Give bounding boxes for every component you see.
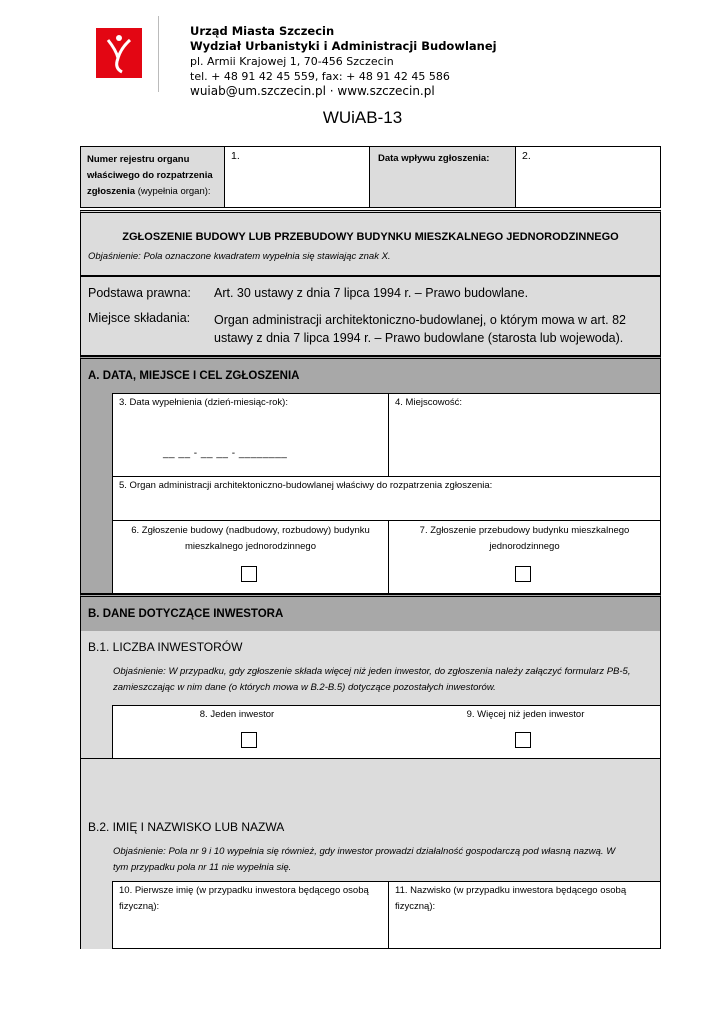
registry-number-field[interactable] xyxy=(224,146,370,208)
place-label: Miejsce składania: xyxy=(88,311,191,325)
field-7-label-line-2: jednorodzinnego xyxy=(489,541,560,552)
header-block xyxy=(190,24,497,99)
field-7-reconstruction xyxy=(388,520,661,594)
basis-text: Art. 30 ustawy z dnia 7 lipca 1994 r. – Prawo budowlane. xyxy=(214,286,529,300)
office-name: Urząd Miasta Szczecin xyxy=(190,24,335,38)
legal-basis-block xyxy=(80,276,661,356)
b1-header xyxy=(80,631,661,706)
field-10-label-line-2: fizyczną): xyxy=(119,901,160,912)
field-8-checkbox[interactable] xyxy=(241,732,257,748)
field-6-label xyxy=(113,523,388,555)
field-2-number: 2. xyxy=(522,150,531,162)
field-3-fill-date[interactable] xyxy=(112,393,389,477)
field-5-authority[interactable] xyxy=(112,476,661,521)
field-10-label-line-1: 10. Pierwsze imię (w przypadku inwestora będącego osobą xyxy=(119,885,369,896)
b1-title: B.1. LICZBA INWESTORÓW xyxy=(88,640,243,654)
b2-note xyxy=(113,844,615,876)
field-9-checkbox[interactable] xyxy=(515,732,531,748)
web-contact: wuiab@um.szczecin.pl · www.szczecin.pl xyxy=(190,84,435,98)
place-text-line-1: Organ administracji architektoniczno-budowlanej, o którym mowa w art. 82 xyxy=(214,313,626,327)
field-8-label: 8. Jeden inwestor xyxy=(199,709,275,720)
field-11-label-line-1: 11. Nazwisko (w przypadku inwestora będącego osobą xyxy=(395,885,627,896)
field-11-label xyxy=(395,883,626,915)
b2-note-line-1: Objaśnienie: Pola nr 9 i 10 wypełnia się również, gdy inwestor prowadzi działalność gospodarczą pod własną nazwą. W xyxy=(113,846,616,857)
field-10-first-name[interactable] xyxy=(112,881,389,949)
city-logo xyxy=(96,28,142,78)
place-text xyxy=(214,311,626,347)
registry-label: Numer rejestru organu właściwego do rozpatrzenia zgłoszenia xyxy=(87,154,213,197)
b1-investor-count xyxy=(112,705,661,759)
field-3-label: 3. Data wypełnienia (dzień-miesiąc-rok): xyxy=(119,397,288,408)
date-mask: __ __ - __ __ - ________ xyxy=(163,448,288,459)
section-a-title: A. DATA, MIEJSCE I CEL ZGŁOSZENIA xyxy=(88,370,300,382)
place-text-line-2: ustawy z dnia 7 lipca 1994 r. – Prawo budowlane (starosta lub wojewoda). xyxy=(214,331,624,345)
address: pl. Armii Krajowej 1, 70-456 Szczecin xyxy=(190,55,394,68)
basis-label: Podstawa prawna: xyxy=(88,286,191,300)
field-7-label-line-1: 7. Zgłoszenie przebudowy budynku mieszkalnego xyxy=(419,525,630,536)
b1-note-line-2: zamieszczając w nim dane (o których mowa w B.2-B.5) dotyczące pozostałych inwestorów. xyxy=(113,682,496,693)
field-5-label: 5. Organ administracji architektoniczno-budowlanej właściwy do rozpatrzenia zgłoszenia: xyxy=(119,480,493,491)
field-6-label-line-1: 6. Zgłoszenie budowy (nadbudowy, rozbudowy) budynku xyxy=(131,525,370,536)
b1-margin xyxy=(80,705,113,759)
section-b-title: B. DANE DOTYCZĄCE INWESTORA xyxy=(88,608,284,620)
section-b-header xyxy=(80,594,661,632)
field-7-checkbox[interactable] xyxy=(515,566,531,582)
field-6-construction xyxy=(112,520,389,594)
date-received-field[interactable] xyxy=(515,146,661,208)
field-7-label xyxy=(389,523,660,555)
date-label-cell xyxy=(369,146,516,208)
field-10-label xyxy=(119,883,369,915)
b1-note xyxy=(113,664,630,696)
field-6-checkbox[interactable] xyxy=(241,566,257,582)
b2-note-line-2: tym przypadku pola nr 11 nie wypełnia się. xyxy=(113,862,292,873)
b2-title: B.2. IMIĘ I NAZWISKO LUB NAZWA xyxy=(88,820,285,834)
field-4-town[interactable] xyxy=(388,393,661,477)
registry-note: (wypełnia organ): xyxy=(137,186,211,197)
registry-label-cell xyxy=(80,146,225,208)
b2-margin xyxy=(80,881,113,949)
b2-header xyxy=(80,758,661,882)
field-1-number: 1. xyxy=(231,150,240,162)
date-label: Data wpływu zgłoszenia: xyxy=(378,153,490,164)
form-code: WUiAB-13 xyxy=(322,108,403,127)
phone: tel. + 48 91 42 45 559, fax: + 48 91 42 45 586 xyxy=(190,70,450,83)
b1-note-line-1: Objaśnienie: W przypadku, gdy zgłoszenie składa więcej niż jeden inwestor, do zgłoszenia należy załączyć formularz PB-5, xyxy=(113,666,631,677)
field-4-label: 4. Miejscowość: xyxy=(395,397,463,408)
form-title: ZGŁOSZENIE BUDOWY LUB PRZEBUDOWY BUDYNKU MIESZKALNEGO JEDNORODZINNEGO xyxy=(122,231,619,243)
section-a-margin xyxy=(80,393,113,594)
section-a-header xyxy=(80,356,661,394)
field-6-label-line-2: mieszkalnego jednorodzinnego xyxy=(185,541,316,552)
department-name: Wydział Urbanistyki i Administracji Budowlanej xyxy=(190,39,497,53)
field-11-surname[interactable] xyxy=(388,881,661,949)
title-note: Objaśnienie: Pola oznaczone kwadratem wypełnia się stawiając znak X. xyxy=(88,251,391,262)
field-11-label-line-2: fizyczną): xyxy=(395,901,436,912)
field-9-label: 9. Więcej niż jeden inwestor xyxy=(466,709,585,720)
header-divider xyxy=(158,16,159,92)
form-title-block xyxy=(80,210,661,276)
